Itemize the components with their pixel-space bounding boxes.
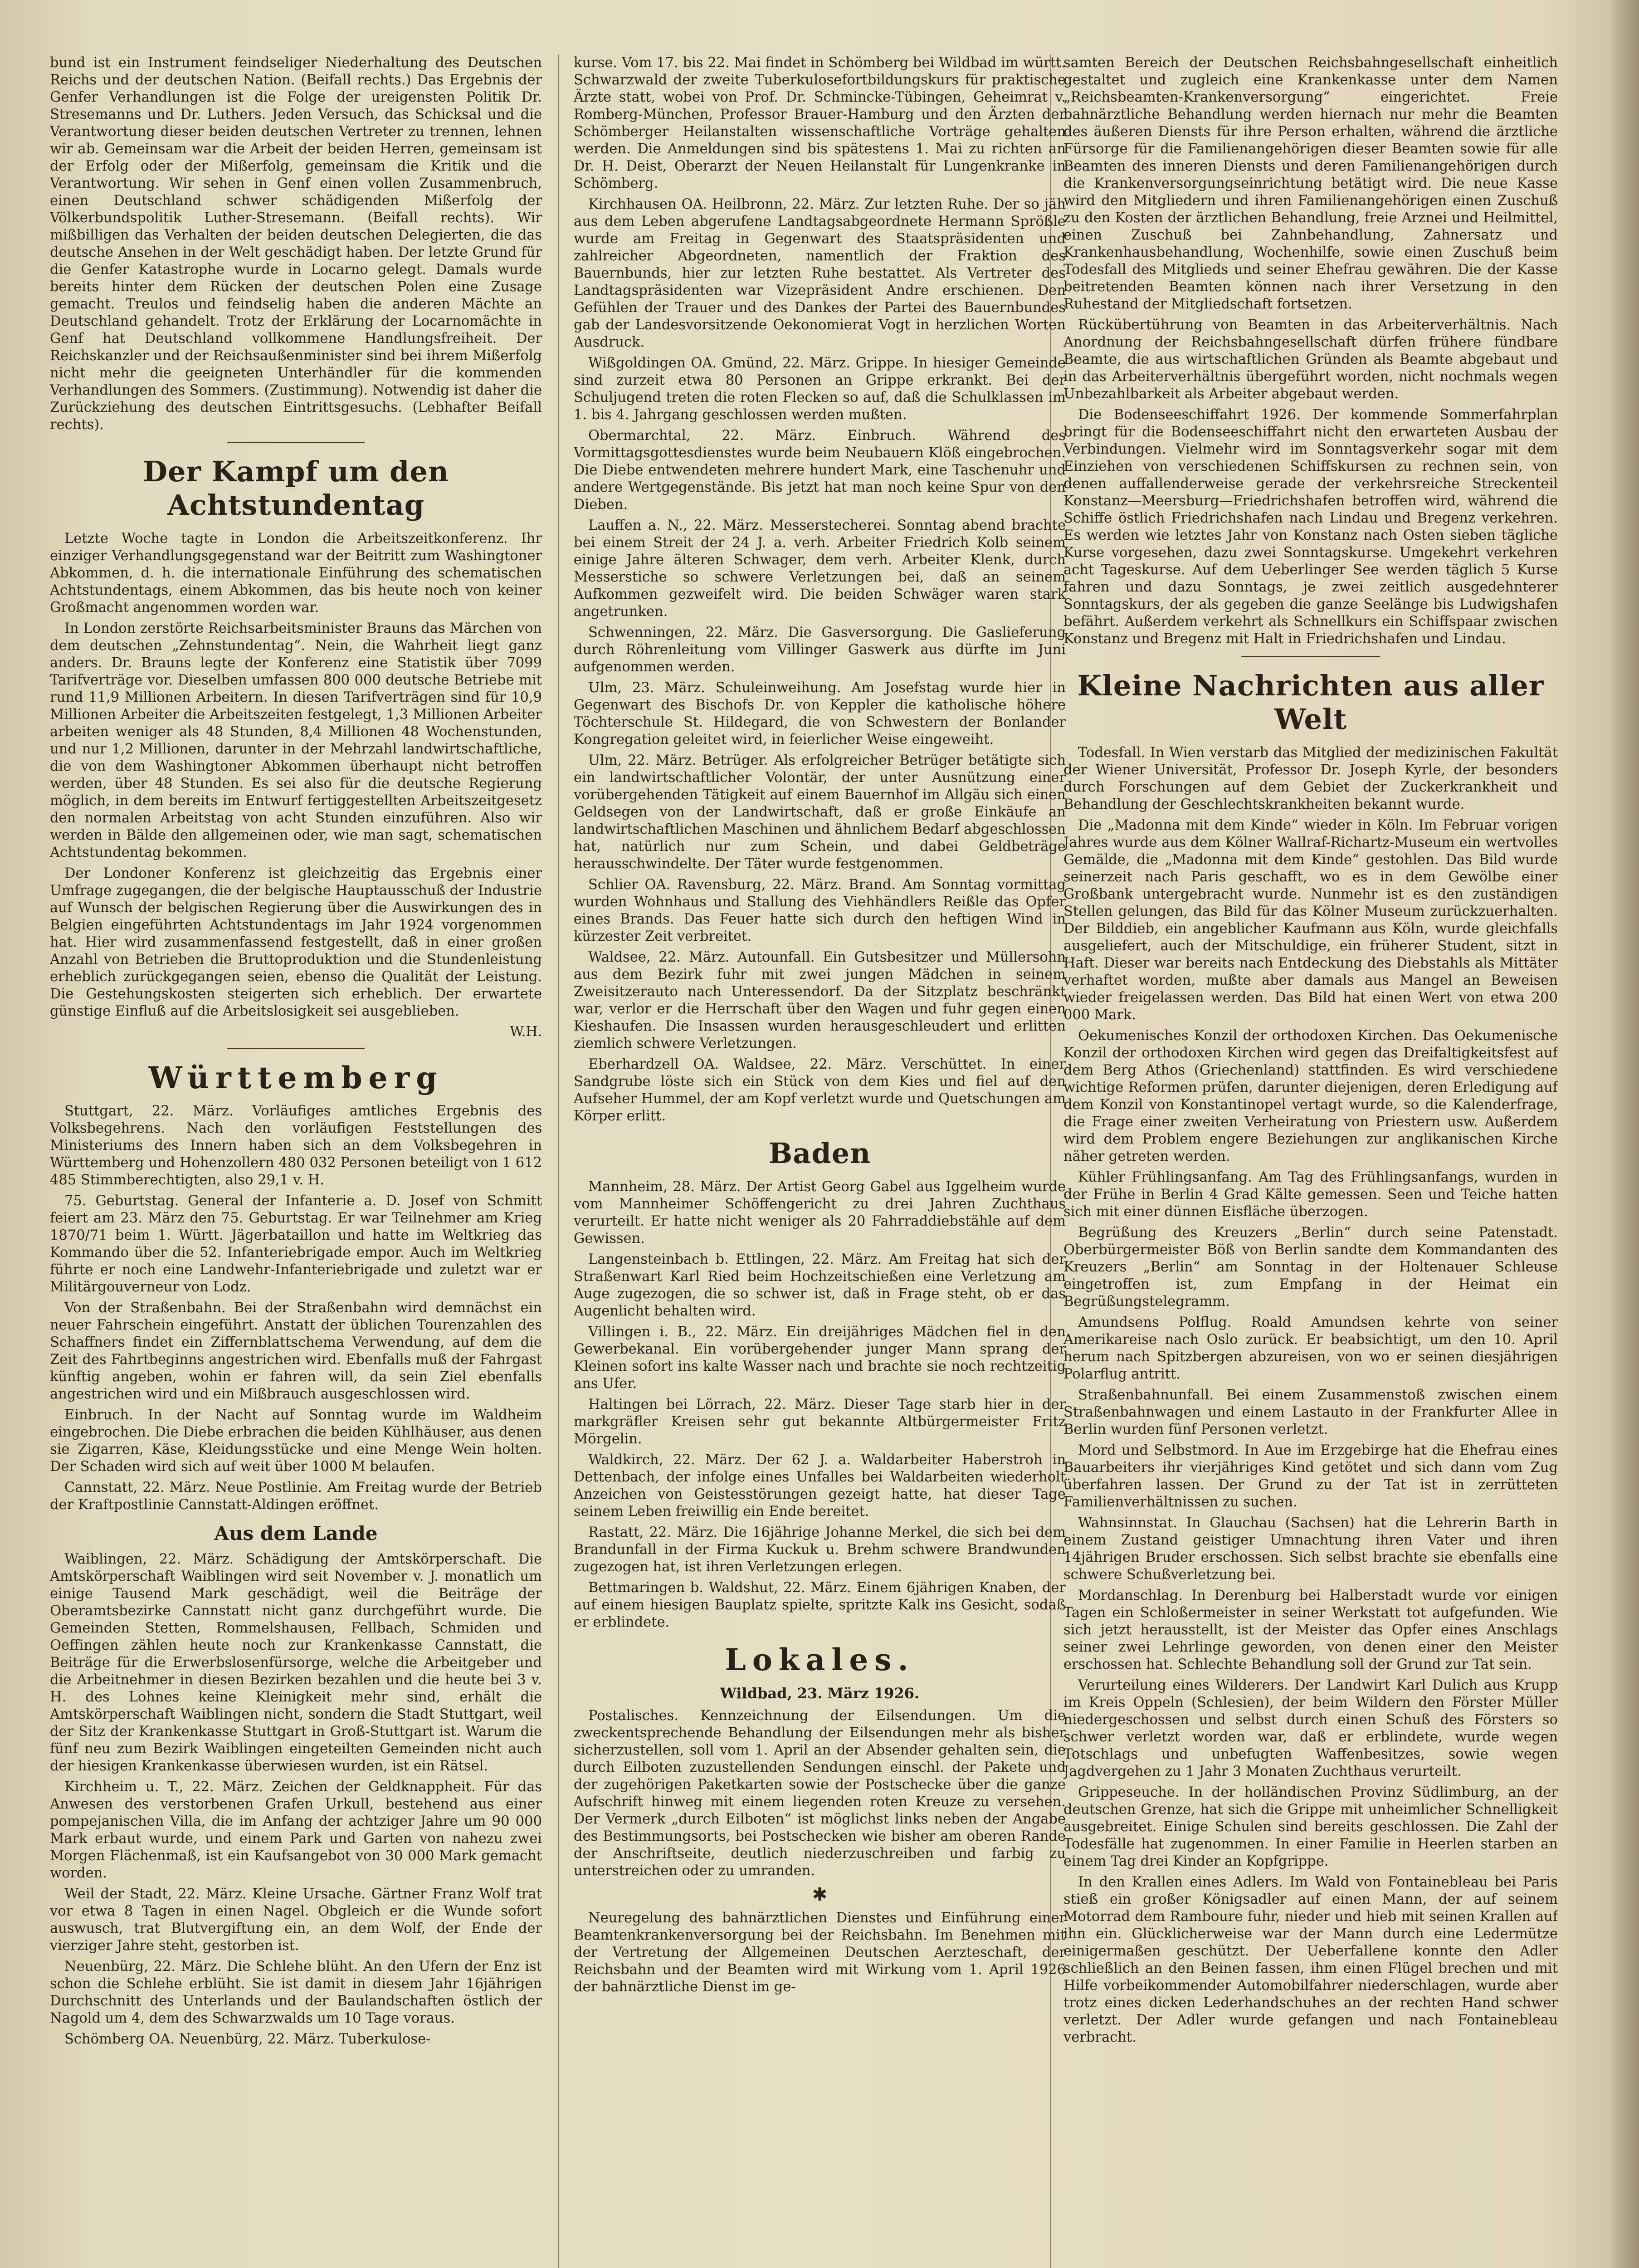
column-3 [1063,54,1558,2268]
news-item: Wißgoldingen OA. Gmünd, 22. März. Grippe. In hiesiger Gemeinde sind zurzeit etwa 80 Personen an Grippe erkrankt. Bei der Schuljugend treten die roten Flecken so auf, daß die Schulklassen im 1. bis 4. Jahrgang geschlossen werden mußten. [574,355,1066,423]
column-1 [50,54,542,2268]
section-divider [227,1048,365,1049]
news-item: Neuregelung des bahnärztlichen Dienstes und Einführung einer Beamtenkrankenversorgung bei der Reichsbahn. Im Benehmen mit der Vertretung der Allgemeinen Deutschen Aerzteschaft, der Reichsbahn und der Beamten wird mit Wirkung vom 1. April 1926 der bahnärztliche Dienst im ge- [574,1910,1066,1995]
news-item: Oekumenisches Konzil der orthodoxen Kirchen. Das Oekumenische Konzil der orthodoxen Kirchen wird gegen das Dreifaltigkeitsfest auf dem Berg Athos (Griechenland) stattfinden. Es wird verschiedene wichtige Reformen prüfen, darunter diejenigen, deren Erledigung auf dem Konzil von Konstantinopel vertagt wurde, so die Kalenderfrage, die Frage einer zweiten Verheiratung von Priestern usw. Außerdem wird dem Problem engere Beziehungen zur anglikanischen Kirche näher getreten werden. [1063,1028,1558,1164]
headline-wuerttemberg: Württemberg [148,1060,444,1095]
news-item: Rastatt, 22. März. Die 16jährige Johanne Merkel, die sich bei dem Brandunfall in der Firma Kuckuk u. Brehm schwere Brandwunden zugezogen hat, ist ihren Verletzungen erlegen. [574,1525,1066,1575]
news-item: Lauffen a. N., 22. März. Messerstecherei. Sonntag abend brachte bei einem Streit der 24 J. a. verh. Arbeiter Friedrich Kolb seinem einige Jahre älteren Schwager, dem verh. Arbeiter Klenk, durch Messerstiche so schwere Verletzungen bei, daß an seinem Aufkommen gezweifelt wird. Die beiden Schwäger waren stark angetrunken. [574,518,1066,620]
news-item: Von der Straßenbahn. Bei der Straßenbahn wird demnächst ein neuer Fahrschein eingeführt. Anstatt der üblichen Tourenzahlen des Schaffners findet ein Ziffernblattschema Verwendung, auf dem die Zeit des Fahrtbeginns angestrichen wird. Ebenfalls muß der Fahrgast künftig angeben, wohin er fahren will, da sein Ziel ebenfalls angestrichen wird und ein Mißbrauch ausgeschlossen wird. [50,1300,542,1402]
news-item: Mordanschlag. In Derenburg bei Halberstadt wurde vor einigen Tagen ein Schloßermeister in seiner Werkstatt tot aufgefunden. Wie sich jetzt herausstellt, ist der Meister das Opfer eines Anschlags seiner zwei Lehrlinge geworden, von denen einer den Meister erschossen hat. Schlechte Behandlung soll der Grund zur Tat sein. [1063,1588,1558,1672]
news-item: Eberhardzell OA. Waldsee, 22. März. Verschüttet. In einer Sandgrube löste sich ein Stück von dem Kies und fiel auf den Aufseher Hummel, der am Kopf verletzt wurde und Quetschungen am Körper erlitt. [574,1056,1066,1124]
news-item: Schlier OA. Ravensburg, 22. März. Brand. Am Sonntag vormittag wurden Wohnhaus und Stallung des Viehhändlers Reißle das Opfer eines Brands. Das Feuer hatte sich durch den heftigen Wind in kürzester Zeit verbreitet. [574,877,1066,944]
article-paragraph: In London zerstörte Reichsarbeitsminister Brauns das Märchen von dem deutschen „Zehnstundentag“. Nein, die Wahrheit liegt ganz anders. Dr. Brauns legte der Konferenz eine Statistik über 7099 Tarifverträge vor. Dieselben umfassen 800 000 deutsche Betriebe mit rund 11,9 Millionen Arbeitern. In diesen Tarifverträgen sind für 10,9 Millionen Arbeiter die Arbeitszeiten festgelegt, 1,3 Millionen Arbeiter arbeiten weniger als 48 Stunden, 8,4 Millionen 48 Wochenstunden, und nur 1,2 Millionen, darunter in der Mehrzahl landwirtschaftliche, die von dem Washingtoner Abkommen überhaupt nicht betroffen werden, über 48 Stunden. Es sei also für die deutsche Regierung möglich, in dem bereits im Entwurf fertiggestellten Arbeitszeitgesetz den normalen Arbeitstag von acht Stunden einzuführen. Also wir werden in Bälde den allgemeinen oder, wie man sagt, schematischen Achtstundentag bekommen. [50,621,542,860]
news-item: Ulm, 22. März. Betrüger. Als erfolgreicher Betrüger betätigte sich ein landwirtschaftlicher Volontär, der unter Ausnützung einer vorübergehenden Tätigkeit auf einem Bauernhof im Allgäu sich einen Geldsegen von der Landwirtschaft, daß er große Einkäufe an landwirtschaftlichen Maschinen und ähnlichem Bedarf abgeschlossen hat, natürlich nur zum Schein, und dabei Geldbeträge herausschwindelte. Der Täter wurde festgenommen. [574,753,1066,872]
news-item: Obermarchtal, 22. März. Einbruch. Während des Vormittagsgottesdienstes wurde beim Neubauern Klöß eingebrochen. Die Diebe entwendeten mehrere hundert Mark, eine Taschenuhr und andere Wertgegenstände. Bis jetzt hat man noch keine Spur von den Dieben. [574,428,1066,513]
news-item: Kirchheim u. T., 22. März. Zeichen der Geldknappheit. Für das Anwesen des verstorbenen Grafen Urkull, bestehend aus einer pompejanischen Villa, die im Anfang der achtziger Jahre um 90 000 Mark erbaut wurde, und einem Park und Garten von nahezu zwei Morgen Flächenmaß, ist ein Kaufsangebot von 30 000 Mark gemacht worden. [50,1779,542,1881]
asterisk-icon: ✱ [812,1884,828,1905]
headline-lokales: Lokales. [725,1642,915,1677]
news-item: Amundsens Polflug. Roald Amundsen kehrte von seiner Amerikareise nach Oslo zurück. Er beabsichtigt, um den 10. April herum nach Spitzbergen abzureisen, von wo er seinen diesjährigen Polarflug antritt. [1063,1315,1558,1382]
news-item: Schwenningen, 22. März. Die Gasversorgung. Die Gaslieferung durch Röhrenleitung vom Villinger Gaswerk aus dürfte im Juni aufgenommen werden. [574,625,1066,675]
article-paragraph: bund ist ein Instrument feindseliger Niederhaltung des Deutschen Reichs und der deutschen Nation. (Beifall rechts.) Das Ergebnis der Genfer Verhandlungen ist die Folge der ureigensten Politik Dr. Stresemanns und Dr. Luthers. Jeden Versuch, das Schicksal und die Verantwortung dieser beiden deutschen Vertreter zu trennen, lehnen wir ab. Gemeinsam war die Arbeit der beiden Herren, gemeinsam ist der Erfolg oder der Mißerfolg, gemeinsam die Kritik und die Verantwortung. Wir sehen in Genf einen vollen Zusammenbruch, einen Deutschland schwer schädigenden Mißerfolg der Völkerbundspolitik Luther-Stresemann. (Beifall rechts). Wir mißbilligen das Verhalten der beiden deutschen Delegierten, die das deutsche Ansehen in der Welt geschädigt haben. Der letzte Grund für die Genfer Katastrophe wurde in Locarno gelegt. Damals wurde bereits hinter dem Rücken der deutschen Polen eine Zusage gemacht. Treulos und feindselig haben die anderen Mächte an Deutschland gehandelt. Trotz der Erklärung der Locarnomächte in Genf hat Deutschland vollkommene Handlungsfreiheit. Der Reichskanzler und der Reichsaußenminister sind bei ihrem Mißerfolg nicht mehr die geeigneten Unterhändler für die kommenden Verhandlungen des Sommers. (Zustimmung). Notwendig ist daher die Zurückziehung des deutschen Eintrittsgesuchs. (Lebhafter Beifall rechts). [50,55,542,433]
news-item: Schömberg OA. Neuenbürg, 22. März. Tuberkulose- [64,2031,431,2047]
news-item: Einbruch. In der Nacht auf Sonntag wurde im Waldheim eingebrochen. Die Diebe erbrachen die beiden Kühlhäuser, aus denen sie Zigarren, Käse, Kleidungsstücke und eine Menge Wein holten. Der Schaden wird sich auf weit über 1000 M belaufen. [50,1407,542,1475]
news-item: Haltingen bei Lörrach, 22. März. Dieser Tage starb hier in der markgräfler Kreisen sehr gut bekannte Altbürgermeister Fritz Mörgelin. [574,1397,1066,1447]
news-item: Ulm, 23. März. Schuleinweihung. Am Josefstag wurde hier in Gegenwart des Bischofs Dr. von Keppler die katholische höhere Töchterschule St. Hildegard, die von Schwestern der Bonlander Kongregation geleitet wird, in feierlicher Weise eingeweiht. [574,680,1066,748]
news-item: Waldsee, 22. März. Autounfall. Ein Gutsbesitzer und Müllersohn aus dem Bezirk fuhr mit zwei jungen Mädchen in seinem Zweisitzerauto nach Unteressendorf. Da der Sitzplatz beschränkt war, verlor er die Herrschaft über den Wagen und fuhr gegen einen Kieshaufen. Die Insassen wurden herausgeschleudert und erlitten ziemlich schwere Verletzungen. [574,949,1066,1051]
section-divider [227,442,365,443]
news-item: Grippeseuche. In der holländischen Provinz Südlimburg, an der deutschen Grenze, hat sich die Grippe mit unheimlicher Schnelligkeit ausgebreitet. Einige Schulen sind bereits geschlossen. Die Zahl der Todesfälle hat zugenommen. In einer Familie in Heerlen starben an einem Tag drei Kinder an Kopfgrippe. [1063,1784,1558,1869]
author-signature: W.H. [510,1024,542,1040]
dateline: Wildbad, 23. März 1926. [720,1685,920,1702]
headline-achtstundentag: Der Kampf um den Achtstundentag [143,455,449,522]
news-item: Todesfall. In Wien verstarb das Mitglied der medizinischen Fakultät der Wiener Universität, Professor Dr. Joseph Kyrle, der besonders durch Forschungen auf dem Gebiet der Zuckerkrankheit und Behandlung der Geschlechtskrankheiten bekannt wurde. [1063,745,1558,812]
news-item: Mannheim, 28. März. Der Artist Georg Gabel aus Iggelheim wurde vom Mannheimer Schöffengericht zu drei Jahren Zuchthaus verurteilt. Er hatte nicht weniger als 20 Fahrraddiebstähle auf dem Gewissen. [574,1179,1066,1246]
news-item: Kühler Frühlingsanfang. Am Tag des Frühlingsanfangs, wurden in der Frühe in Berlin 4 Grad Kälte gemessen. Seen und Teiche hatten sich mit einer dünnen Eisfläche überzogen. [1063,1169,1558,1220]
news-item: Weil der Stadt, 22. März. Kleine Ursache. Gärtner Franz Wolf trat vor etwa 8 Tagen in einen Nagel. Obgleich er die Wunde sofort auswusch, trat Blutvergiftung ein, an dem Wolf, der Ende der vierziger Jahre steht, gestorben ist. [50,1886,542,1954]
news-item: Kirchhausen OA. Heilbronn, 22. März. Zur letzten Ruhe. Der so jäh aus dem Leben abgerufene Landtagsabgeordnete Hermann Sprößle wurde am Freitag in Gegenwart des Staatspräsidenten und zahlreicher Abgeordneten, namentlich der Fraktion des Bauernbunds, hier zur letzten Ruhe bestattet. Als Vertreter des Landtagspräsidenten war Vizepräsident Andre erschienen. Den Gefühlen der Trauer und des Dankes der Partei des Bauernbundes gab der Landesvorsitzende Oekonomierat Vogt in herzlichen Worten Ausdruck. [574,196,1066,350]
news-item: Postalisches. Kennzeichnung der Eilsendungen. Um die zweckentsprechende Behandlung der Eilsendungen mehr als bisher sicherzustellen, soll vom 1. April an der Absender gehalten sein, die durch Eilboten zuzustellenden Sendungen einschl. der Pakete und der zugehörigen Paketkarten sowie der Postschecke über die ganze Aufschrift hinweg mit einem liegenden roten Kreuze zu versehen. Der Vermerk „durch Eilboten“ ist möglichst links neben der Angabe des Bestimmungsorts, bei Postschecken wie bisher am oberen Rande der Anschriftseite, deutlich niederzuschreiben und farbig zu unterstreichen oder zu umranden. [574,1708,1066,1879]
news-item: Straßenbahnunfall. Bei einem Zusammenstoß zwischen einem Straßenbahnwagen und einem Lastauto in der Frankfurter Allee in Berlin wurden fünf Personen verletzt. [1063,1387,1558,1437]
news-item: Verurteilung eines Wilderers. Der Landwirt Karl Dulich aus Krupp im Kreis Oppeln (Schlesien), der beim Wildern den Förster Müller niedergeschossen und selbst durch einen Schuß des Försters so schwer verletzt worden war, daß er erblindete, wurde wegen Totschlags und unbefugten Waffenbesitzes, sowie wegen Jagdvergehen zu 1 Jahr 3 Monaten Zuchthaus verurteilt. [1063,1677,1558,1779]
news-item: Mord und Selbstmord. In Aue im Erzgebirge hat die Ehefrau eines Bauarbeiters ihr vierjähriges Kind getötet und sich dann vom Zug überfahren lassen. Der Grund zu der Tat ist in zerrütteten Familienverhältnissen zu suchen. [1063,1442,1558,1510]
section-divider [1241,656,1380,657]
news-item: In den Krallen eines Adlers. Im Wald von Fontainebleau bei Paris stieß ein großer Königsadler auf einen Mann, der auf seinem Motorrad dem Ramboure fuhr, nieder und hieb mit seinen Krallen auf ihn ein. Glücklicherweise war der Mann durch eine Ledermütze einigermaßen geschützt. Der Ueberfallene konnte den Adler schließlich an den Beinen fassen, ihm einen Flügel brechen und mit Hilfe vorbeikommender Automobilfahrer niederschlagen, wurde aber trotz eines dicken Lederhandschuhes an der rechten Hand schwer verletzt. Der Adler wurde gefangen und nach Fontainebleau verbracht. [1063,1874,1558,2045]
news-item: Villingen i. B., 22. März. Ein dreijähriges Mädchen fiel in den Gewerbekanal. Ein vorübergehender junger Mann sprang der Kleinen sofort ins kalte Wasser nach und brachte sie noch rechtzeitig ans Ufer. [574,1324,1066,1392]
article-paragraph: Letzte Woche tagte in London die Arbeitszeitkonferenz. Ihr einziger Verhandlungsgegenstand war der Beitritt zum Washingtoner Abkommen, d. h. die internationale Einführung des schematischen Achtstundentags, einem Abkommen, das bis heute noch von keiner Großmacht angenommen worden war. [50,531,542,616]
news-item: 75. Geburtstag. General der Infanterie a. D. Josef von Schmitt feiert am 23. März den 75. Geburtstag. Er war Teilnehmer am Krieg 1870/71 beim 1. Württ. Jägerbataillon und hatte im Weltkrieg das Kommando über die 52. Infanteriebrigade empor. Auch im Weltkrieg führte er noch eine Landwehr-Infanteriebrigade und zuletzt war er Militärgouverneur von Lodz. [50,1193,542,1295]
news-item: Cannstatt, 22. März. Neue Postlinie. Am Freitag wurde der Betrieb der Kraftpostlinie Cannstatt-Aldingen eröffnet. [50,1480,542,1513]
news-item: Stuttgart, 22. März. Vorläufiges amtliches Ergebnis des Volksbegehrens. Nach den vorläufigen Feststellungen des Ministeriums des Innern haben sich an dem Volksbegehren in Württemberg und Hohenzollern 480 032 Personen beteiligt von 1 612 485 Stimmberechtigten, also 29,1 v. H. [50,1103,542,1188]
news-item: Waiblingen, 22. März. Schädigung der Amtskörperschaft. Die Amtskörperschaft Waiblingen wird seit November v. J. monatlich um einige Tausend Mark geschädigt, weil die Beiträge der Oberamtsbezirke Cannstatt nicht ganz durchgeführt wurde. Die Gemeinden Stetten, Rommelshausen, Fellbach, Schmiden und Oeffingen zählen heute noch zur Krankenkasse Cannstatt, die Beiträge für die Erwerbslosenfürsorge, welche die Arbeitgeber und die Arbeitnehmer in diesen Bezirken bezahlen und die heute bei 3 v. H. des Lohnes keine Kleinigkeit mehr sind, erhält die Amtskörperschaft Waiblingen nicht, sondern die Stadt Stuttgart, weil der Sitz der Krankenkasse Stuttgart in Groß-Stuttgart ist. Warum die fünf neu zum Bezirk Waiblingen eingeteilten Gemeinden nicht auch der hiesigen Krankenkasse überwiesen wurden, ist ein Rätsel. [50,1551,542,1774]
article-paragraph: Der Londoner Konferenz ist gleichzeitig das Ergebnis einer Umfrage zugegangen, die der belgische Hauptausschuß der Industrie auf Wunsch der belgischen Regierung über die Auswirkungen des in Belgien eingeführten Achtstundentags im Jahr 1924 vorgenommen hat. Hier wird zusammenfassend festgestellt, daß in einer großen Anzahl von Betrieben die Bruttoproduktion und die Stundenleistung erheblich zurückgegangen seien, ebenso die Qualität der Leistung. Die Gestehungskosten steigerten sich erheblich. Der erwartete günstige Einfluß auf die Arbeitslosigkeit sei ausgeblieben. [50,865,542,1019]
news-item: Die Bodenseeschiffahrt 1926. Der kommende Sommerfahrplan bringt für die Bodenseeschiffahrt nicht den erwarteten Ausbau der Verbindungen. Vielmehr wird im Sonntagsverkehr sogar mit dem Einziehen von verschiedenen Schiffskursen zu rechnen sein, von denen auffallenderweise gerade der verkehrsreiche Streckenteil Konstanz—Meersburg—Friedrichshafen betroffen wird, während die Schiffe östlich Friedrichshafen nach Lindau und Bregenz verkehren. Es werden wie letztes Jahr von Konstanz nach Osten sieben tägliche Kurse vorgesehen, dazu zwei Sonntagskurse. Umgekehrt verkehren acht Tageskurse. Auf dem Ueberlinger See werden täglich 5 Kurse fahren und dazu Sonntags, je zwei zeitlich ausgedehnterer Sonntagskurs, der als gegeben die ganze Seelänge bis Ludwigshafen befährt. Außerdem verkehrt als Schnellkurs ein Schiffspaar zwischen Konstanz und Bregenz mit Halt in Friedrichshafen und Lindau. [1063,407,1558,647]
news-item: Langensteinbach b. Ettlingen, 22. März. Am Freitag hat sich der Straßenwart Karl Ried beim Hochzeitschießen eine Verletzung am Auge zugezogen, die so schwer ist, daß in Frage steht, ob er das Augenlicht behalten wird. [574,1251,1066,1319]
news-item: Bettmaringen b. Waldshut, 22. März. Einem 6jährigen Knaben, der auf einem hiesigen Bauplatz spielte, spritzte Kalk ins Gesicht, sodaß er erblindete. [574,1580,1066,1630]
subheading-aus-dem-lande: Aus dem Lande [214,1522,378,1545]
headline-baden: Baden [768,1137,871,1170]
column-rule [558,54,559,2268]
news-item: Begrüßung des Kreuzers „Berlin“ durch seine Patenstadt. Oberbürgermeister Böß von Berlin sandte dem Kommandanten des Kreuzers „Berlin“ am Sonntag in der Holtenauer Schleuse eingetroffen ist, zum Empfang in der Heimat ein Begrüßungstelegramm. [1063,1225,1558,1310]
column-2 [574,54,1066,2268]
news-item: kurse. Vom 17. bis 22. Mai findet in Schömberg bei Wildbad im württ. Schwarzwald der zweite Tuberkulosefortbildungskurs für praktische Ärzte statt, wobei von Prof. Dr. Schmincke-Tübingen, Geheimrat v. Romberg-München, Professor Brauer-Hamburg und den Ärzten der Schömberger Heilanstalten wissenschaftliche Vorträge gehalten werden. Die Anmeldungen sind bis spätestens 1. Mai zu richten an Dr. H. Deist, Oberarzt der Neuen Heilanstalt für Lungenkranke in Schömberg. [574,55,1066,191]
news-item: Neuenbürg, 22. März. Die Schlehe blüht. An den Ufern der Enz ist schon die Schlehe erblüht. Sie ist damit in diesem Jahr 16jährigen Durchschnitt des Unterlands und der Baulandschaften östlich der Nagold um 4, dem des Schwarzwalds um 10 Tage voraus. [50,1959,542,2026]
news-item: Die „Madonna mit dem Kinde“ wieder in Köln. Im Februar vorigen Jahres wurde aus dem Kölner Wallraf-Richartz-Museum ein wertvolles Gemälde, die „Madonna mit dem Kinde“ gestohlen. Das Bild wurde seinerzeit nach Paris geschafft, wo es in dem Gewölbe einer Großbank untergebracht wurde. Nunmehr ist es den zuständigen Stellen gelungen, das Bild für das Kölner Museum zurückzuerhalten. Der Bilddieb, ein angeblicher Kaufmann aus Köln, wurde gleichfalls ausgeliefert, auch der Mitschuldige, ein früherer Student, sitzt in Haft. Dieser war bereits nach Entdeckung des Diebstahls als Mittäter verhaftet worden, mußte aber damals aus Mangel an Beweisen wieder freigelassen werden. Das Bild hat einen Wert von etwa 200 000 Mark. [1063,817,1558,1023]
headline-kleine-nachrichten: Kleine Nachrichten aus aller Welt [1077,669,1544,736]
news-item: samten Bereich der Deutschen Reichsbahngesellschaft einheitlich gestaltet und zugleich eine Krankenkasse unter dem Namen „Reichsbeamten-Krankenversorgung“ eingerichtet. Freie bahnärztliche Behandlung werden hiernach nur mehr die Beamten des äußeren Diensts für ihre Person erhalten, während die ärztliche Fürsorge für die Familienangehörigen dieser Beamten sowie für alle Beamten des inneren Diensts und deren Familienangehörigen durch die Krankenversorgungseinrichtung betätigt wird. Die neue Kasse wird den Mitgliedern und ihren Familienangehörigen einen Zuschuß zu den Kosten der ärztlichen Behandlung, freie Arznei und Heilmittel, einen Zuschuß bei Zahnbehandlung, Zahnersatz und Krankenhausbehandlung, Wochenhilfe, sowie einen Zuschuß beim Todesfall des Mitglieds und seiner Ehefrau gewähren. Die der Kasse beitretenden Beamten können nach ihrer Versetzung in den Ruhestand der Mitgliedschaft fortsetzen. [1063,55,1558,312]
news-item: Rückübertührung von Beamten in das Arbeiterverhältnis. Nach Anordnung der Reichsbahngesellschaft dürfen frühere fündbare Beamte, die aus wirtschaftlichen Gründen als Beamte abgebaut und in das Arbeiterverhältnis übergeführt worden, nicht nochmals wegen Unbezahlbarkeit als Arbeiter abgebaut werden. [1063,317,1558,402]
news-item: Waldkirch, 22. März. Der 62 J. a. Waldarbeiter Haberstroh in Dettenbach, der infolge eines Unfalles bei Waldarbeiten wiederholt Anzeichen von Geistesstörungen gezeigt hatte, hat dieser Tage seinem Leben freiwillig ein Ende bereitet. [574,1452,1066,1520]
news-item: Wahnsinnstat. In Glauchau (Sachsen) hat die Lehrerin Barth in einem Zustand geistiger Umnachtung ihren Vater und ihren 14jährigen Bruder erschossen. Sich selbst brachte sie ebenfalls eine schwere Schußverletzung bei. [1063,1515,1558,1583]
